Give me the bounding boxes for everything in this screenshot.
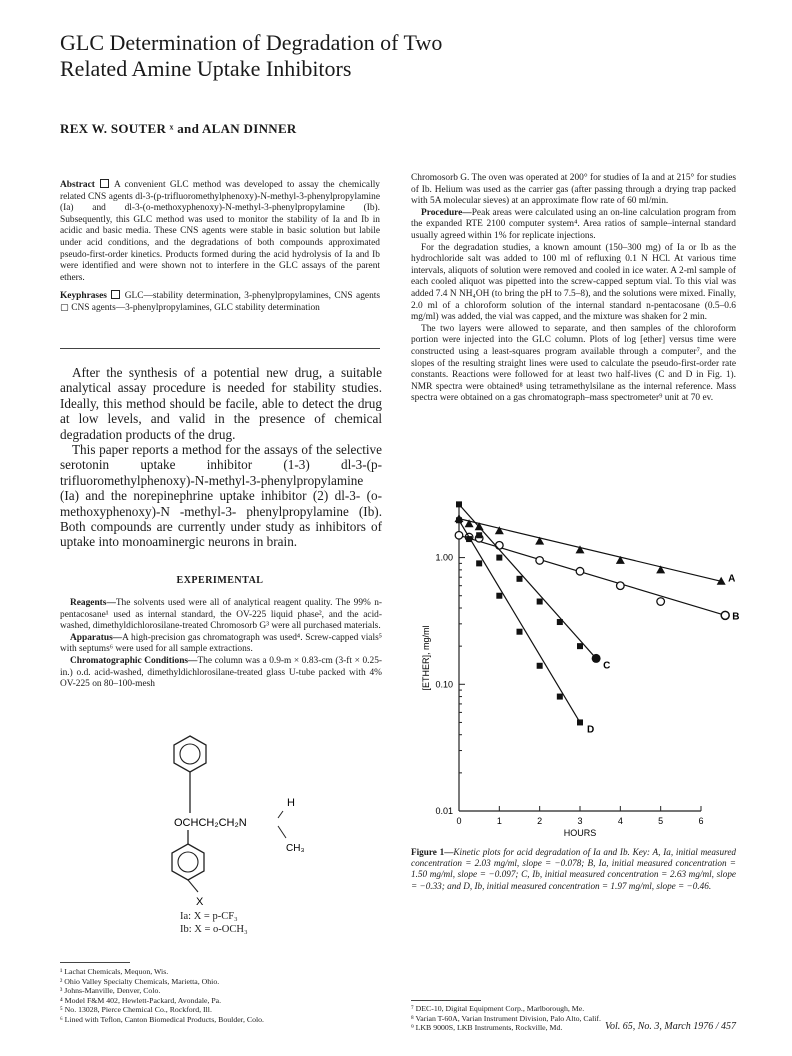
x-axis-label: HOURS	[563, 828, 597, 838]
ia-label: Ia: X = p-CF₃	[180, 911, 238, 922]
chromatographic-paragraph	[60, 656, 382, 691]
footnote: ¹ Lachat Chemicals, Mequon, Wis.	[60, 967, 169, 976]
footnote: ³ Johns-Manville, Denver, Colo.	[60, 986, 161, 996]
footnote: ⁴ Model F&M 402, Hewlett-Packard, Avondale, Pa.	[60, 995, 222, 1005]
footnote: ² Ohio Valley Specialty Chemicals, Marietta, Ohio.	[60, 976, 220, 986]
data-point	[576, 567, 584, 575]
procedure-paragraph	[411, 208, 736, 243]
chemical-structure	[140, 730, 330, 910]
data-point	[617, 582, 625, 590]
phenyl-ring-bottom	[172, 844, 204, 880]
data-point	[517, 629, 523, 635]
data-point	[537, 599, 543, 605]
introduction	[60, 365, 382, 550]
abstract-block	[60, 179, 380, 315]
reagents-paragraph	[60, 598, 382, 633]
keyphrases-paragraph	[60, 290, 380, 314]
data-point	[536, 557, 544, 565]
degradation-paragraph: For the degradation studies, a known amount (150–300 mg) of Ia or Ib as the hydrochloride salt was added to 100 ml of refluxing 0.1 N HCl. At various time intervals, aliquots of solution were removed and cooled in ice water. A 2-ml sample of each cooled aliquot was pipetted into the screw-capped septum vial. To this vial was added 7.4 N NH₄OH (to bring the pH to 7.5–8), and the solutions were mixed. Finally, 2.0 ml of a chloroform solution of the internal standard n-pentacosane (0.5–0.6 mg/ml) was added, the vial was capped, and the mixture was shaken for 2 min.	[411, 242, 736, 323]
aromatic-circle	[180, 744, 200, 764]
layers-paragraph: The two layers were allowed to separate, and then samples of the chloroform portion were injected into the GLC column. Plots of log [ether] versus time were constructed using a least-squares program available through a computer⁷, and the slopes of the resulting straight lines were used to calculate the pseudo-first-order rate constants. Reactions were followed for at least two half-lives (C and D in Fig. 1). NMR spectra were obtained⁸ using tetramethylsilane as the internal reference. Mass spectra were obtained on a gas chromatograph–mass spectrometer⁹ unit at 70 ev.	[411, 323, 736, 404]
series-label: C	[603, 660, 611, 672]
y-tick-label: 0.01	[435, 806, 453, 816]
footnotes-left	[60, 967, 380, 1025]
x-tick-label: 0	[456, 816, 462, 826]
data-point	[476, 532, 482, 538]
box-bullet-icon	[100, 179, 109, 188]
page-footer: Vol. 65, No. 3, March 1976 / 457	[604, 1021, 736, 1032]
data-point	[456, 501, 462, 507]
data-point	[592, 654, 601, 663]
data-point	[517, 576, 523, 582]
section-heading: EXPERIMENTAL	[176, 575, 264, 586]
footnote: ⁹ LKB 9000S, LKB Instruments, Rockville, Md.	[411, 1023, 563, 1033]
series-label: B	[732, 611, 740, 623]
procedure-text: Peak areas were calculated using an on-line calculation program from the expanded RTE 2100 computer system⁴. Area ratios of sample–internal standard usually agreed within 1% for replicate injections.	[411, 207, 736, 241]
series-label: A	[728, 573, 736, 585]
procedure-label: Procedure—	[421, 207, 472, 218]
author-line: REX W. SOUTER ˣ and ALAN DINNER	[60, 121, 297, 136]
data-point	[496, 542, 504, 550]
data-point	[496, 593, 502, 599]
figure-caption	[411, 847, 736, 892]
data-point	[557, 694, 563, 700]
article-title: GLC Determination of Degradation of Two Related Amine Uptake Inhibitors	[60, 30, 443, 81]
chrom-label: Chromatographic Conditions—	[70, 655, 198, 666]
data-point	[466, 536, 472, 542]
caption-text: Kinetic plots for acid degradation of Ia and Ib. Key: A, Ia, initial measured concentration = 2.03 mg/ml, slope = −0.078; B, Ia, initial measured concentration = 1.50 mg/ml, slope = −0.097; C, Ib, initial measured concentration = 2.63 mg/ml, slope = −0.33; and D, Ib, initial measured concentration = 1.97 mg/ml, slope = −0.46.	[411, 847, 736, 891]
intro-paragraph: This paper reports a method for the assays of the selective serotonin uptake inhibitor (1-3) dl-3-(p-trifluoromethylphenoxy)-N-methyl-3-phenylpropylamine (Ia) and the norepinephrine uptake inhibitor (2) dl-3- (o-methoxyphenoxy)-N -methyl-3- phenylpropylamine (Ib). Both compounds are currently under study as inhibitors of uptake into monoaminergic neurons in brain.	[60, 442, 382, 550]
keyphrases-text: GLC—stability determination, 3-phenylpropylamines, CNS agents ▢ CNS agents—3-phenylpropylamines, GLC stability determination	[60, 291, 381, 313]
caption-label: Figure 1—	[411, 847, 454, 857]
reagents-label: Reagents—	[70, 598, 116, 608]
footnote: ⁵ No. 13028, Pierce Chemical Co., Rockford, Ill.	[60, 1005, 212, 1015]
x-tick-label: 2	[537, 816, 543, 826]
data-point	[496, 555, 502, 561]
series-label: D	[587, 724, 595, 736]
intro-paragraph: After the synthesis of a potential new drug, a suitable analytical assay procedure is needed for stability studies. Ideally, this method should be facile, able to detect the drug at low levels, and valid in the presence of chemical degradation products of the drug.	[60, 365, 382, 442]
bond-line	[188, 880, 198, 892]
y-tick-label: 1.00	[435, 552, 453, 563]
apparatus-text: A high-precision gas chromatograph was used⁴. Screw-capped vials⁵ with septums⁶ were used for all sample extractions.	[60, 632, 382, 655]
ch3-label: CH₃	[286, 843, 305, 854]
chain-label: OCHCH₂CH₂N	[174, 817, 247, 829]
x-tick-label: 5	[658, 816, 664, 826]
x-tick-label: 3	[577, 816, 583, 826]
data-point	[657, 598, 665, 606]
data-point	[577, 719, 583, 725]
y-axis-label: [ETHER], mg/ml	[421, 625, 431, 691]
y-tick-label: 0.10	[435, 679, 453, 690]
bond-line	[278, 826, 286, 838]
continued-paragraph: Chromosorb G. The oven was operated at 200° for studies of Ia and at 215° for studies of Ib. Helium was used as the carrier gas (after passing through a drying trap packed with 5A molecular sieves) at an approximate flow rate of 60 ml/min.	[411, 173, 736, 207]
footnote: ⁶ Lined with Teflon, Canton Biomedical Products, Boulder, Colo.	[60, 1014, 264, 1024]
x-tick-label: 4	[617, 816, 623, 826]
data-point	[535, 537, 544, 545]
bond-line	[278, 811, 283, 818]
aromatic-circle	[178, 852, 198, 872]
abstract-paragraph	[60, 179, 380, 284]
apparatus-label: Apparatus—	[70, 632, 123, 643]
box-bullet-icon	[111, 290, 120, 299]
data-point	[721, 611, 729, 619]
footnote-divider	[60, 962, 130, 963]
h-label: H	[287, 797, 295, 809]
abstract-text: A convenient GLC method was developed to assay the chemically related CNS agents dl-3-(p-trifluoromethylphenoxy)-N-methyl-3-phenylpropylamine (Ia) and dl-3-(o-methoxyphenoxy)-N-methyl-3-phenylpropylamine (Ib). Subsequently, this GLC method was used to monitor the stability of Ia and Ib in acidic and basic media. These CNS agents were stable in basic solution but labile under acid conditions, and the degradations of both compounds approximated pseudo-first-order kinetics. Products formed during the acid hydrolysis of Ia and Ib were identified and were shown not to interfere in the GLC assays of the parent ethers.	[60, 180, 380, 283]
chrom-text: The column was a 0.9-m × 0.83-cm (3-ft × 0.25-in.) o.d. acid-washed, dimethyldichlorosilane-treated glass U-tube packed with 4% OV-225 on 80–100-mesh	[60, 655, 383, 690]
phenyl-ring-top	[174, 736, 206, 772]
data-point	[456, 517, 462, 523]
data-point	[455, 531, 463, 539]
experimental-section	[60, 598, 382, 691]
data-point	[557, 619, 563, 625]
x-label: X	[196, 896, 204, 908]
abstract-divider	[60, 348, 380, 349]
footnote: ⁸ Varian T-60A, Varian Instrument Division, Palo Alto, Calif.	[411, 1013, 601, 1023]
data-point	[537, 663, 543, 669]
data-point	[476, 560, 482, 566]
keyphrases-label: Keyphrases	[60, 291, 107, 302]
structure-legend	[180, 910, 248, 936]
abstract-label: Abstract	[60, 180, 95, 190]
data-point	[616, 556, 625, 564]
apparatus-paragraph	[60, 633, 382, 656]
data-point	[577, 643, 583, 649]
reagents-text: The solvents used were all of analytical reagent quality. The 99% n-pentacosane¹ used as internal standard, the OV-225 liquid phase², and the acid-washed, dimethyldichlorosilane-treated Chromosorb G³ were all purchased materials.	[60, 598, 382, 632]
footnote-divider	[411, 1000, 481, 1001]
x-tick-label: 6	[698, 816, 704, 826]
ib-label: Ib: X = o-OCH₃	[180, 924, 248, 935]
kinetic-plot	[411, 495, 740, 840]
right-column-text	[411, 173, 736, 405]
footnote: ⁷ DEC-10, Digital Equipment Corp., Marlborough, Me.	[411, 1004, 585, 1013]
x-tick-label: 1	[496, 816, 502, 826]
